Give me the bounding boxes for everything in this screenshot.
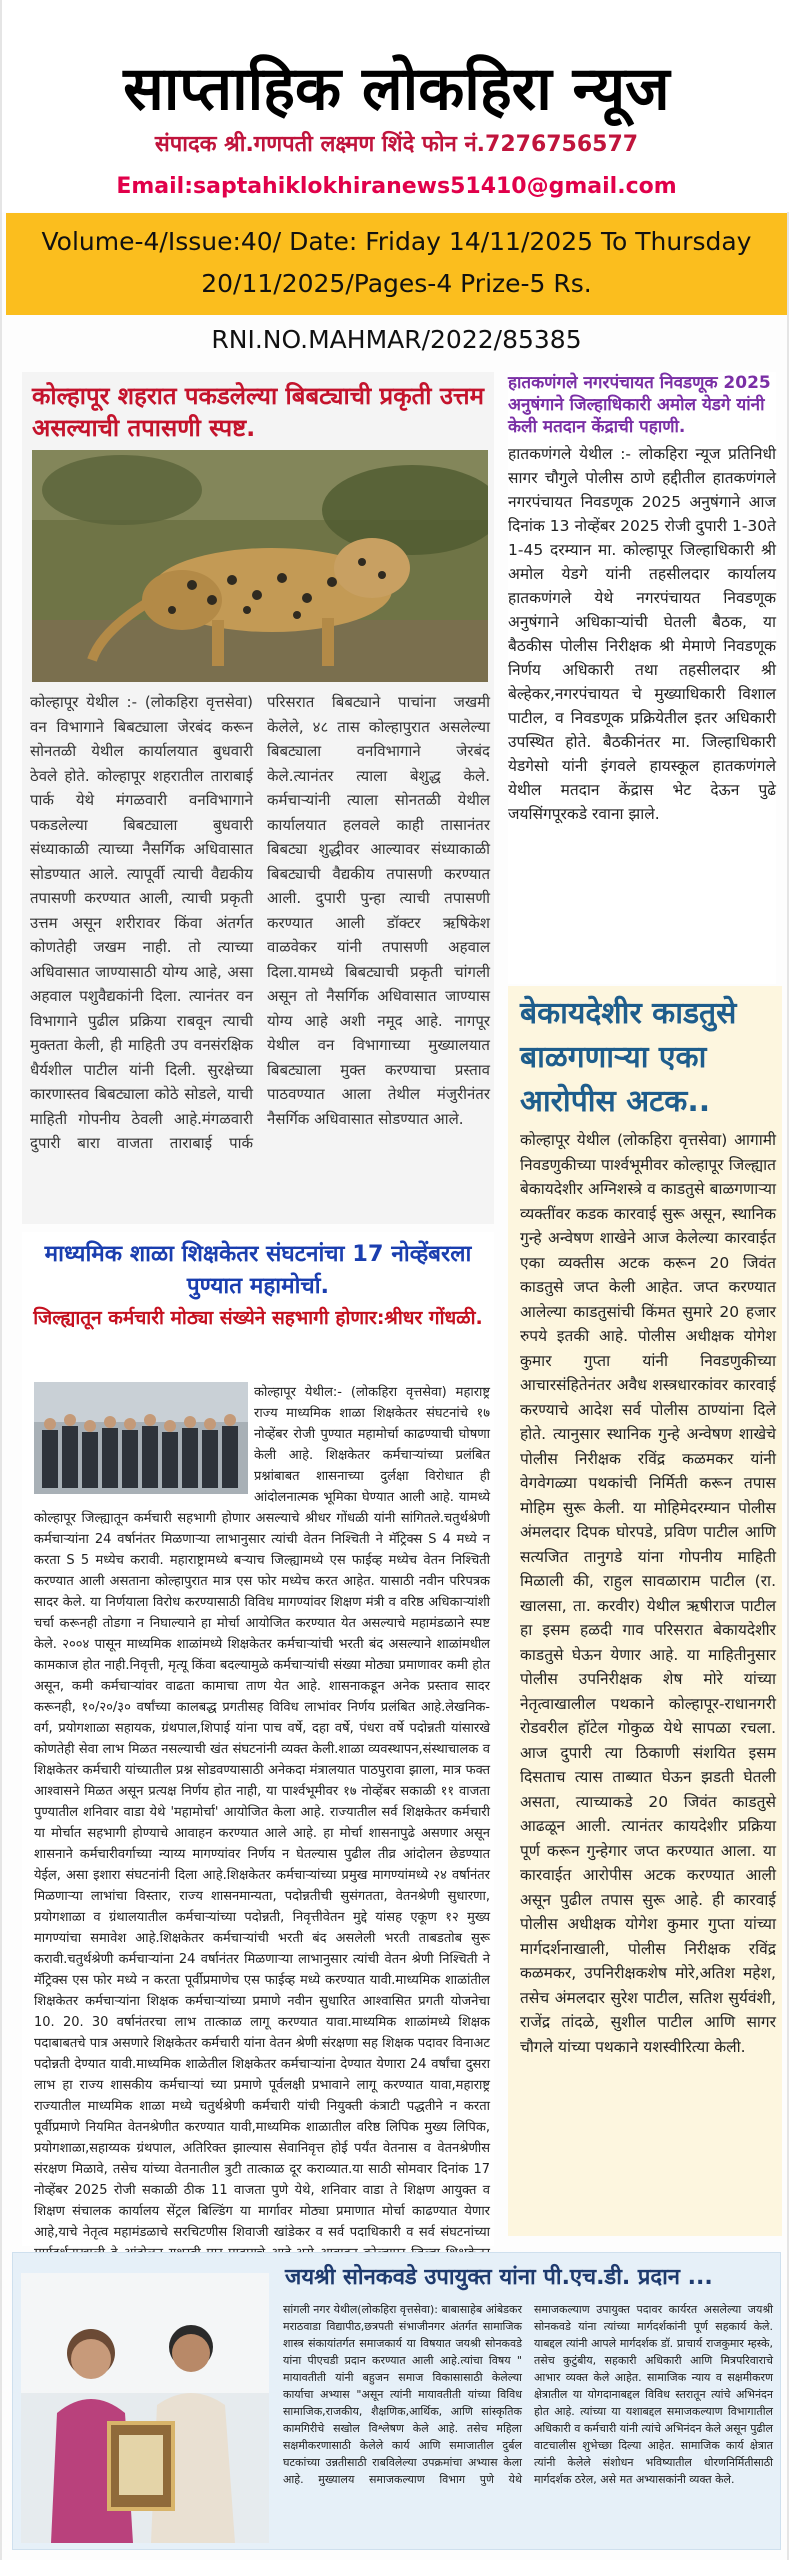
article-headline: बेकायदेशीर काडतुसे बाळगणाऱ्या एका आरोपीस अटक..: [520, 996, 737, 1119]
article-arrest: [508, 986, 782, 2236]
article-teachers-march: [22, 1232, 494, 2246]
leopard-photo: [32, 450, 488, 682]
article-body: कोल्हापूर येथील (लोकहिरा वृत्तसेवा) आगामी निवडणुकीच्या पार्श्वभूमीवर कोल्हापूर जिल्ह्यात बेकायदेशीर अग्निशस्त्रे व काडतुसे बाळगणाऱ्या व्यक्तींवर कडक कारवाई सुरू असून, स्थानिक गुन्हे अन्वेषण शाखेने आज केलेल्या कारवाईत एका व्यक्तीस अटक करून 20 जिवंत काडतुसे जप्त केली आहेत. जप्त करण्यात आलेल्या काडतुसांची किंमत सुमारे 20 हजार रुपये इतकी आहे. पोलीस अधीक्षक योगेश कुमार गुप्ता यांनी निवडणुकीच्या आचारसंहितेनंतर अवैध शस्त्रधारकांवर कारवाई करण्याचे आदेश सर्व पोलीस ठाण्यांना दिले होते. त्यानुसार स्थानिक गुन्हे अन्वेषण शाखेचे पोलीस निरीक्षक रविंद्र कळमकर यांनी वेगवेगळ्या पथकांची निर्मिती करून तपास मोहिम सुरू केली. या मोहिमेदरम्यान पोलीस अंमलदार दिपक घोरपडे, प्रविण पाटील आणि सत्यजित तानुगडे यांना गोपनीय माहिती मिळाली की, राहुल सावळाराम पाटील (रा. खालसा, ता. करवीर) येथील ऋषीराज पाटील हा इसम हळदी गाव परिसरात बेकायदेशीर काडतुसे घेऊन येणार आहे. या माहितीनुसार पोलीस उपनिरीक्षक शेष मोरे यांच्या नेतृत्वाखालील पथकाने कोल्हापूर-राधानगरी रोडवरील हॉटेल गोकुळ येथे सापळा रचला. आज दुपारी त्या ठिकाणी संशयित इसम दिसताच त्यास ताब्यात घेऊन झडती घेतली असता, त्याच्याकडे 20 जिवंत काडतुसे आढळून आली. त्यानंतर कायदेशीर प्रक्रिया पूर्ण करून गुन्हेगार जप्त करण्यात आला. या कारवाईत आरोपीस अटक करण्यात आली असून पुढील तपास सुरू आहे. ही कारवाई पोलीस अधीक्षक योगेश कुमार गुप्ता यांच्या मार्गदर्शनाखाली, पोलीस निरीक्षक रविंद्र कळमकर, उपनिरीक्षकशेष मोरे,अतिश महेश, तसेच अंमलदार सुरेश पाटील, सतिश सुर्यवंशी, राजेंद्र तांदळे, सुशील पाटील आणि सागर चौगले यांच्या पथकाने यशस्वीरित्या केली.: [520, 1131, 776, 2056]
article-body: [34, 1382, 490, 2242]
issue-info-bar: Volume-4/Issue:40/ Date: Friday 14/11/2025 To Thursday 20/11/2025/Pages-4 Prize-5 Rs.: [6, 213, 787, 315]
photo-spacer: [34, 1382, 254, 1500]
article-body-text: कोल्हापूर येथील:- (लोकहिरा वृत्तसेवा) महाराष्ट्र राज्य माध्यमिक शाळा शिक्षकेतर संघटनांचे १७ नोव्हेंबर रोजी पुण्यात महामोर्चा काढण्याची घोषणा केली आहे. शिक्षकेतर कर्मचाऱ्यांच्या प्रलंबित प्रश्नांबाबत शासनाच्या दुर्लक्षा विरोधात ही आंदोलनात्मक भूमिका घेण्यात आली आहे. यामध्ये कोल्हापूर जिल्ह्यातून कर्मचारी सहभागी होणार असल्याचे श्रीधर गोंधळी यांनी सांगितले.चतुर्थश्रेणी कर्मचाऱ्यांना 24 वर्षानंतर मिळणाऱ्या लाभानुसार त्यांची वेतन निश्चिती ने मॅट्रिक्स S 4 मध्ये न करता S 5 मध्येच करावी. महाराष्ट्रामध्ये बऱ्याच जिल्ह्यामध्ये एस फाईव्ह मध्येच वेतन निश्चिती करण्यात आली असताना कोल्हापुरात मात्र एस फोर मध्येच करत आहेत. यासाठी नवीन परिपत्रक सादर केले. या निर्णयाला विरोध करण्यासाठी विविध मागण्यांवर शिक्षण मंत्री व वरिष्ठ अधिकाऱ्यांशी चर्चा करूनही तोडगा न निघाल्याने हा मोर्चा आयोजित करण्यात येत असल्याचे महामंडळाने स्पष्ट केले. २००४ पासून माध्यमिक शाळांमध्ये शिक्षकेतर कर्मचाऱ्यांची भरती बंद असल्याने शाळांमधील कामकाज होत नाही.निवृत्ती, मृत्यू किंवा बदल्यामुळे कर्मचाऱ्यांची संख्या मोठ्या प्रमाणावर कमी होत असून, कमी कर्मचाऱ्यांवर वाढता कामाचा ताण येत आहे. शासनाकडून अनेक प्रस्ताव सादर करूनही, १०/२०/३० वर्षांच्या कालबद्ध प्रगतीसह विविध लाभांवर निर्णय प्रलंबित आहे.लेखनिक-वर्ग, प्रयोगशाळा सहायक, ग्रंथपाल,शिपाई यांना पाच वर्षे, दहा वर्षे, पंधरा वर्षे पदोन्नती यांसारखे कोणतेही सेवा लाभ मिळत नसल्याची खंत संघटनांनी व्यक्त केली.शाळा व्यवस्थापन,संस्थाचालक व शिक्षकेतर कर्मचारी यांच्यातील प्रश्न सोडवण्यासाठी अनेकदा मंत्रालयात पाठपुरावा झाला, मात्र फक्त आश्वासने मिळत असून प्रत्यक्ष निर्णय होत नाही, या पार्श्वभूमीवर १७ नोव्हेंबर सकाळी ११ वाजता पुण्यातील शनिवार वाडा येथे 'महामोर्चा' आयोजित केला आहे. राज्यातील सर्व शिक्षकेतर कर्मचारी या मोर्चात सहभागी होण्याचे आवाहन करण्यात आले आहे. हा मोर्चा शासनापुढे असणार असून शासनाने कर्मचारीवर्गाच्या न्याय्य मागण्यांवर निर्णय न घेतल्यास पुढील तीव्र आंदोलन छेडण्यात येईल, असा इशारा संघटनांनी दिला आहे.शिक्षकेतर कर्मचाऱ्यांच्या प्रमुख मागण्यांमध्ये २४ वर्षानंतर मिळणाऱ्या लाभांचा विस्तार, राज्य शासनमान्यता, पदोन्नतीची सुसंगतता, वेतनश्रेणी सुधारणा, प्रयोगशाळा व ग्रंथालयातील कर्मचाऱ्यांच्या पदोन्नती, निवृत्तीवेतन मुद्दे यांसह एकूण १२ मुख्य मागण्यांचा समावेश आहे.शिक्षकेतर कर्मचाऱ्यांची भरती बंद असलेली भरती ताबडतोब सुरू करावी.चतुर्थश्रेणी कर्मचाऱ्यांना 24 वर्षानंतर मिळणाऱ्या लाभानुसार त्यांची वेतन श्रेणी निश्चिती ने मॅट्रिक्स एस फोर मध्ये न करता पूर्वीप्रमाणेच एस फाईव्ह मध्ये करण्यात यावी.माध्यमिक शाळांतील शिक्षकेतर कर्मचाऱ्यांना शिक्षक कर्मचाऱ्यांच्या प्रमाणे नवीन सुधारित आश्वासित प्रगती योजनेचा 10. 20. 30 वर्षानंतरचा लाभ तात्काळ लागू करण्यात यावा.माध्यमिक शाळांमध्ये शिक्षक पदाबाबतचे पात्र असणारे शिक्षकेतर कर्मचारी यांना वेतन श्रेणी संरक्षणा सह शिक्षक पदावर विनाअट पदोन्नती देण्यात यावी.माध्यमिक शाळेतील शिक्षकेतर कर्मचाऱ्यांना देण्यात येणारा 24 वर्षांचा दुसरा लाभ हा राज्य शासकीय कर्मचाऱ्यां च्या प्रमाणे पूर्वलक्षी प्रभावाने लागू करण्यात यावा,महाराष्ट्र राज्यातील माध्यमिक शाळा मध्ये चतुर्थश्रेणी कर्मचारी यांची नियुक्ती कंत्राटी पद्धतीने न करता पूर्वीप्रमाणे नियमित वेतनश्रेणीत करण्यात यावी,माध्यमिक शाळातील वरिष्ठ लिपिक मुख्य लिपिक, प्रयोगशाळा,सहाय्यक ग्रंथपाल, अतिरिक्त झाल्यास सेवानिवृत्त होई पर्यंत वेतनास व वेतनश्रेणीस संरक्षण मिळावे, तसेच यांच्या वेतनातील त्रुटी तात्काळ दूर कराव्यात.या साठी सोमवार दिनांक 17 नोव्हेंबर 2025 रोजी सकाळी ठीक 11 वाजता पुणे येथे, शनिवार वाडा ते शिक्षण आयुक्त व शिक्षण संचालक कार्यालय सेंट्रल बिल्डिंग या मार्गावर मोठ्या प्रमाणात मोर्चा काढण्यात येणार आहे,याचे नेतृत्व महामंडळाचे सरचिटणीस शिवाजी खांडेकर व सर्व पदाधिकारी व सर्व संघटनांच्या: [34, 1385, 490, 2240]
article-leopard: [22, 372, 494, 1224]
article-subheadline: जिल्ह्यातून कर्मचारी मोठ्या संख्येने सहभागी होणार:श्रीधर गोंधळी.: [33, 1307, 483, 1329]
rni-number: RNI.NO.MAHMAR/2022/85385: [211, 325, 582, 354]
article-phd: [12, 2252, 781, 2550]
article-headline: जयश्री सोनकवडे उपायुक्त यांना पी.एच.डी. प्रदान ...: [285, 2265, 713, 2290]
article-headline: हातकणंगले नगरपंचायत निवडणूक 2025 अनुषंगाने जिल्हाधिकारी अमोल येडगे यांनी केली मतदान केंद्राची पहाणी.: [508, 373, 771, 437]
award-photo: [21, 2273, 269, 2543]
masthead: [2, 0, 789, 212]
editor-line: संपादक श्री.गणपती लक्ष्मण शिंदे फोन नं.7276756577: [154, 132, 639, 157]
article-headline: कोल्हापूर शहरात पकडलेल्या बिबट्याची प्रकृती उत्तम असल्याची तपासणी स्पष्ट.: [32, 382, 484, 442]
article-headline: माध्यमिक शाळा शिक्षकेतर संघटनांचा 17 नोव्हेंबरला पुण्यात महामोर्चा.: [44, 1241, 472, 1299]
email-line: Email:saptahiklokhiranews51410@gmail.com: [116, 174, 677, 199]
article-body: हातकणंगले येथील :- लोकहिरा न्यूज प्रतिनिधी सागर चौगुले पोलीस ठाणे हद्दीतील हातकणंगले नगरपंचायत निवडणूक 2025 अनुषंगाने आज दिनांक 13 नोव्हेंबर 2025 रोजी दुपारी 1-30ते 1-45 दरम्यान मा. कोल्हापूर जिल्हाधिकारी श्री अमोल येडगे यांनी तहसीलदार कार्यालय हातकणंगले येथे नगरपंचायत निवडणूक अनुषंगाने अधिकाऱ्यांची घेतली बैठक, या बैठकीस पोलीस निरीक्षक श्री मेमाणे निवडणूक निर्णय अधिकारी तथा तहसीलदार श्री बेल्हेकर,नगरपंचायत चे मुख्याधिकारी विशाल पाटील, व निवडणूक प्रक्रियेतील इतर अधिकारी उपस्थित होते. बैठकीनंतर मा. जिल्हाधिकारी येडगेसो यांनी इंगवले हायस्कूल हातकणंगले येथील मतदान केंद्रास भेट देऊन पुढे जयसिंगपूरकडे रवाना झाले.: [508, 445, 776, 823]
newspaper-title: साप्ताहिक लोकहिरा न्यूज: [123, 54, 670, 124]
award-photo-illustration: [21, 2273, 269, 2543]
article-body: सांगली नगर येथील(लोकहिरा वृत्तसेवा): बाबासाहेब आंबेडकर मराठवाडा विद्यापीठ,छत्रपती संभाजीनगर अंतर्गत सामाजिक शास्त्र संकायांतर्गत समाजकार्य या विषयात जयश्री सोनकवडे यांना पीएचडी प्रदान करण्यात आली आहे.त्यांचा विषय " मायावतीती यांनी बहुजन समाज विकासासाठी केलेल्या कार्याचा अभ्यास "असून त्यांनी मायावतीती यांच्या विविध सामाजिक,राजकीय, शैक्षणिक,आर्थिक, आणि सांस्कृतिक कामगिरीचे सखोल विश्लेषण केले आहे. तसेच महिला सक्षमीकरणासाठी केलेले कार्य आणि समाजातील दुर्बल घटकांच्या उन्नतीसाठी राबविलेल्या उपक्रमांचा अभ्यास केला आहे. मुख्यालय समाजकल्याण विभाग पुणे येथे समाजकल्याण उपायुक्त पदावर कार्यरत असलेल्या जयश्री सोनकवडे यांना त्यांच्या मार्गदर्शकांनी पूर्ण सहकार्य केले. याबद्दल त्यांनी आपले मार्गदर्शक डॉ. प्राचार्य राजकुमार म्हस्के, तसेच कुटुंबीय, सहकारी अधिकारी आणि मित्रपरिवाराचे आभार व्यक्त केले आहेत. सामाजिक न्याय व सक्षमीकरण क्षेत्रातील या योगदानाबद्दल विविध स्तरातून त्यांचे अभिनंदन होत आहे. त्यांच्या या यशाबद्दल समाजकल्याण विभागातील अधिकारी व कर्मचारी यांनी त्यांचे अभिनंदन केले असून पुढील वाटचालीस शुभेच्छा दिल्या आहेत. सामाजिक कार्य क्षेत्रात त्यांनी केलेले संशोधन भविष्यातील धोरणनिर्मितीसाठी मार्गदर्शक ठरेल, असे मत अभ्यासकांनी व्यक्त केले.: [283, 2303, 773, 2486]
article-body: कोल्हापूर येथील :- (लोकहिरा वृत्तसेवा) वन विभागाने बिबट्याला जेरबंद करून सोनतळी येथील कार्यालयात बुधवारी ठेवले होते. कोल्हापूर शहरातील ताराबाई पार्क येथे मंगळवारी वनविभागाने पकडलेल्या बिबट्याला बुधवारी संध्याकाळी त्याच्या नैसर्गिक अधिवासात सोडण्यात आले. त्यापूर्वी त्याची वैद्यकीय तपासणी करण्यात आली, त्याची प्रकृती उत्तम असून शरीरावर किंवा अंतर्गत कोणतेही जखम नाही. तो त्याच्या अधिवासात जाण्यासाठी योग्य आहे, असा अहवाल पशुवैद्यकांनी दिला. त्यानंतर वन विभागाने पुढील प्रक्रिया राबवून त्याची मुक्तता केली, ही माहिती उप वनसंरक्षिक धैर्यशील पाटील यांनी दिली. सुरक्षेच्या कारणास्तव बिबट्याला कोठे सोडले, याची माहिती गोपनीय ठेवली आहे.मंगळवारी दुपारी बारा वाजता ताराबाई पार्क परिसरात बिबट्याने पाचांना जखमी केलेले, ४८ तास कोल्हापुरात असलेल्या बिबट्याला वनविभागाने जेरबंद केले.त्यानंतर त्याला बेशुद्ध केले. कर्मचाऱ्यांनी त्याला सोनतळी येथील कार्यालयात हलवले काही तासानंतर बिबट्या शुद्धीवर आल्यावर संध्याकाळी बिबट्याची वैद्यकीय तपासणी करण्यात आली. दुपारी पुन्हा त्याची तपासणी करण्यात आली डॉक्टर ऋषिकेश वाळवेकर यांनी तपासणी अहवाल दिला.यामध्ये बिबट्याची प्रकृती चांगली असून तो नैसर्गिक अधिवासात जाण्यास योग्य आहे अशी नमूद आहे. नागपूर येथील वन विभागाच्या मुख्यालयात बिबट्याला मुक्त करण्याचा प्रस्ताव पाठवण्यात आला तेथील मंजुरीनंतर नैसर्गिक अधिवासात सोडण्यात आले.: [30, 693, 490, 1152]
article-election: [508, 372, 776, 984]
leopard-illustration: [32, 450, 488, 682]
